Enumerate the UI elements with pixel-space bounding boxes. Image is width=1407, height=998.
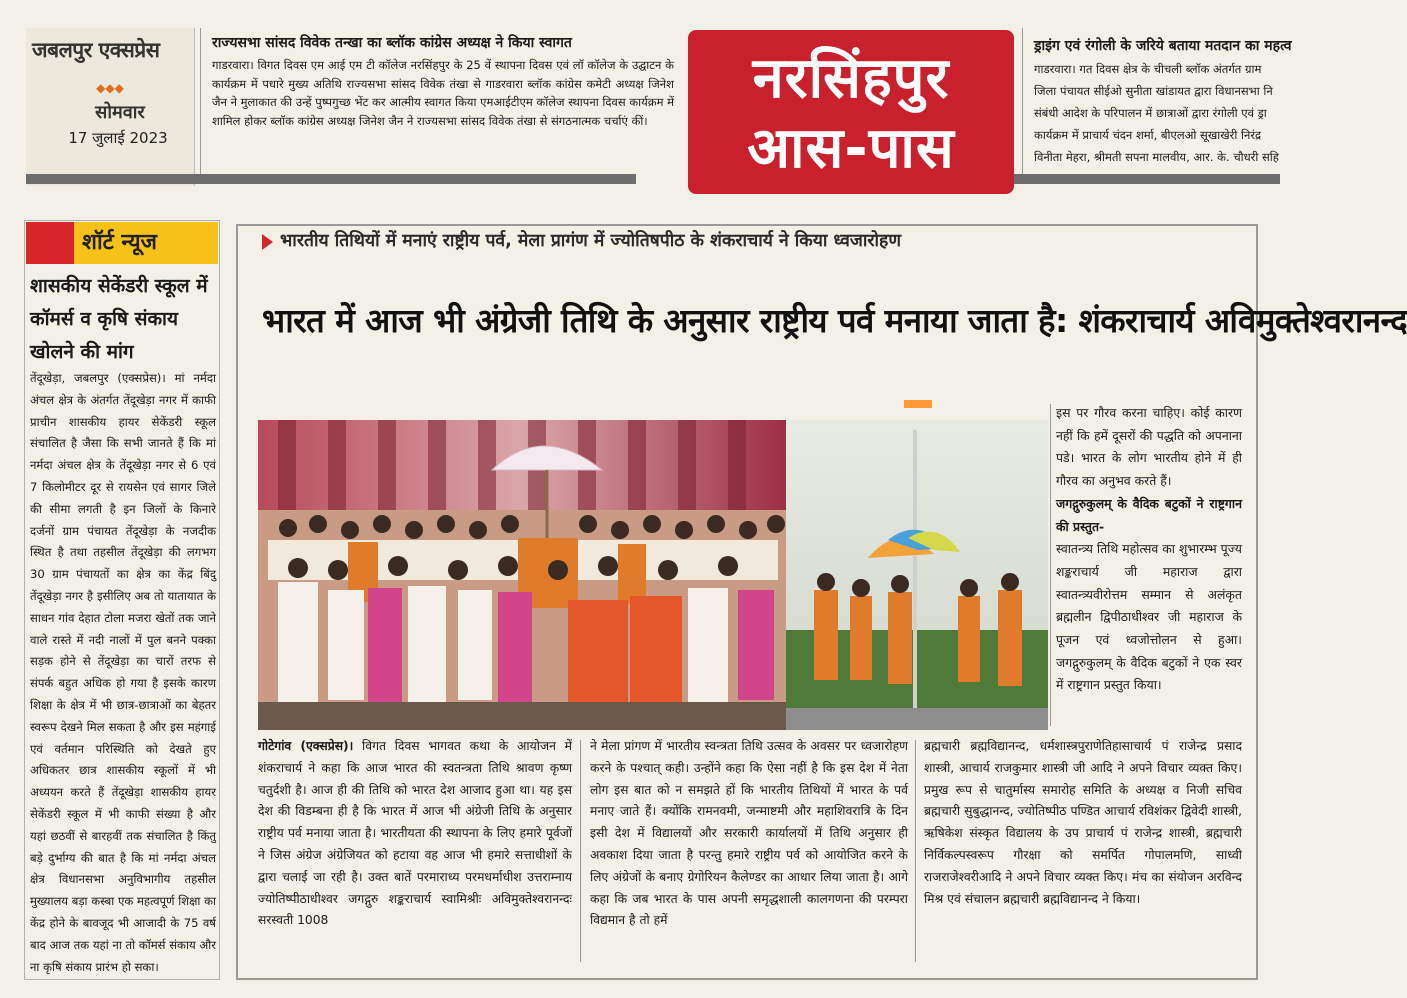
right-column-intro: इस पर गौरव करना चाहिए। कोई कारण नहीं कि हमें दूसरों की पद्धति को अपनाना पडे। भारत के लोग भारतीय होने में ही गौरव का अनुभव करते हैं। (1056, 405, 1242, 489)
divider-line (200, 28, 201, 174)
main-story-subhead: जगद्गुरुकुलम् के वैदिक बटुकों ने राष्ट्रगान की प्रस्तुत- (1056, 495, 1242, 534)
section-brand-line2: आस-पास (747, 116, 955, 181)
column-divider (1050, 404, 1051, 726)
short-news-red-block (26, 222, 74, 264)
main-story-column-2: ने मेला प्रांगण में भारतीय स्वन्त्रता तिथि उत्सव के अवसर पर ध्वजारोहण करने के पश्चात् कही। उन्होंने कहा कि ऐसा नहीं है कि इस देश में नेता लोग इस बात को न समझते हों कि भारतीय तिथियों में भारत के पर्व मनाए जाते हैं। क्योंकि रामनवमी, जन्माष्टमी और महाशिवरात्रि के दिन इसी देश में विद्यालयों और सरकारी कार्यालयों में तिथि अनुसार ही अवकाश दिया जाता है परन्तु हमारे राष्ट्रीय पर्व को आयोजित करने के लिए अंग्रेजों के बनाए ग्रेगोरियन कैलेण्डर का आधार लिया जाता है। आगे कहा कि जब भारत के पास अपनी समृद्धशाली कालगणना की परम्परा विद्यमान है तो हमें (590, 739, 908, 928)
short-news-label: शॉर्ट न्यूज (82, 230, 157, 255)
short-news-body: तेंदूखेड़ा, जबलपुर (एक्सप्रेस)। मां नर्मदा अंचल क्षेत्र के अंतर्गत तेंदूखेड़ा नगर में काफी प्राचीन शासकीय हायर सेकेंडरी स्कूल संचालित है जैसा कि सभी जानते हैं कि मां नर्मदा अंचल क्षेत्र के तेंदूखेड़ा नगर से 6 एवं 7 किलोमीटर दूर से रायसेन एवं सागर जिले की सीमा लगती है इन जिलों के किनारे दर्जनों ग्राम पंचायत तेंदूखेड़ा के नजदीक स्थित है तथा तहसील तेंदूखेड़ा की लगभग 30 ग्राम पंचायतों का क्षेत्र का केंद्र बिंदु तेंदूखेड़ा नगर है इसीलिए अब तो यातायात के साधन गांव देहात टोला मजरा खेतों तक जाने वाले रास्ते में नदी नालों में पुल बनने पक्का सड़क होने से तेंदूखेड़ा का चारों तरफ से संपर्क बहुत अधिक हो गया है इसके कारण शिक्षा के क्षेत्र में भी छात्र-छात्राओं का बेहतर स्वरूप देखने मिल सकता है और इस महंगाई एवं वर्तमान परिस्थिति को देखते हुए अधिकतर छात्र शासकीय स्कूलों में भी अध्ययन करते हैं तेंदूखेड़ा शासकीय हायर सेकेंडरी स्कूल में भी काफी संख्या है और यहां छठवीं से बारहवीं तक संचालित है किंतु बड़े दुर्भाग्य की बात है कि मां नर्मदा अंचल क्षेत्र विधानसभा अनुविभागीय तहसील मुख्यालय बड़ा कस्बा एक महत्वपूर्ण शिक्षा का केंद्र होने के बावजूद भी आजादी के 75 वर्ष बाद आज तक यहां ना तो कॉमर्स संकाय और ना कृषि संकाय प्रारंभ हो सका। (30, 371, 217, 974)
column-divider (580, 740, 581, 962)
right-story-line: गाडरवारा। गत दिवस क्षेत्र के चीचली ब्लॉक अंतर्गत ग्राम (1034, 62, 1262, 76)
divider-strip (1014, 174, 1280, 184)
main-story-dateline: गोटेगांव (एक्सप्रेस)। (258, 739, 354, 753)
top-story-body: गाडरवारा। विगत दिवस एम आई एम टी कॉलेज नरसिंहपुर के 25 वें स्थापना दिवस एवं लॉ कॉलेज के उद्घाटन के कार्यक्रम में पधारे मुख्य अतिथि राज्यसभा सांसद विवेक तंखा से गाडरवारा ब्लॉक कांग्रेस कमेटी अध्यक्ष जिनेश जैन ने मुलाकात की उन्हें पुष्पगुच्छ भेंट कर आत्मीय स्वागत किया एमआईटीएम कॉलेज स्थापना दिवस कार्यक्रम में शामिल होकर ब्लॉक कांग्रेस अध्यक्ष जिनेश जैन ने राज्यसभा सांसद विवेक तंखा से संगठनात्मक चर्चाएं कीं। (212, 58, 674, 128)
main-story-right-column (1056, 402, 1242, 697)
day-name: सोमवार (95, 102, 145, 123)
paper-name: जबलपुर एक्सप्रेस (32, 38, 160, 62)
main-story-column-3: ब्रह्मचारी ब्रह्मविद्यानन्द, धर्मशास्त्रपुराणेतिहासाचार्य पं राजेन्द्र प्रसाद शास्त्री, आचार्य राजकुमार शास्त्री जी आदि ने अपने विचार व्यक्त किए। प्रमुख रूप से चातुर्मास्य समारोह समिति के अध्यक्ष व निजी सचिव ब्रह्मचारी सुबुद्धानन्द, ज्योतिष्पीठ पण्डित आचार्य रविशंकर द्विवेदी शास्त्री, ऋषिकेश संस्कृत विद्यालय के उप प्राचार्य पं राजेन्द्र शास्त्री, ब्रह्मचारी निर्विकल्पस्वरूप गौरक्षा को समर्पित गोपालमणि, साध्वी राजराजेश्वरीआदि ने अपने विचार व्यक्त किए। मंच का संयोजन अरविन्द मिश्र एवं संचालन ब्रह्मचारी ब्रह्मविद्यानन्द ने किया। (924, 739, 1242, 906)
right-story-headline: ड्राइंग एवं रंगोली के जरिये बताया मतदान का महत्व (1034, 38, 1292, 54)
top-story-headline: राज्यसभा सांसद विवेक तन्खा का ब्लॉक कांग्रेस अध्यक्ष ने किया स्वागत (212, 35, 572, 51)
event-photo (258, 420, 1048, 730)
kicker-arrow-icon (262, 234, 273, 250)
right-story-line: विनीता मेहरा, श्रीमती सपना मालवीय, आर. के. चौधरी सहि (1034, 150, 1279, 164)
short-news-headline: शासकीय सेकेंडरी स्कूल में कॉमर्स व कृषि संकाय खोलने की मांग (30, 275, 208, 363)
section-brand-line1: नरसिंहपुर (752, 46, 950, 111)
main-story-column-1 (258, 736, 572, 932)
divider-line (1022, 28, 1023, 174)
right-story-line: जिला पंचायत सीईओ सुनीता खांडायत द्वारा विधानसभा नि (1034, 84, 1273, 98)
column-1-text: विगत दिवस भागवत कथा के आयोजन में शंकराचार्य ने कहा कि आज भारत की स्वतन्त्रता तिथि श्रावण कृष्ण चतुर्दशी है। आज ही की तिथि को भारत देश आजाद हुआ था। यह इस देश की विडम्बना ही है कि भारत में आज भी अंग्रेजी तिथि के अनुसार राष्ट्रीय पर्व मनाया जाता है। भारतीयता की स्थापना के लिए हमारे पूर्वजों ने जिस अंग्रेज अंग्रेजियत को हटाया वह आज भी हमारे सत्ताधीशों के द्वारा चलाई जा रही है। उक्त बातें परमाराध्य परमधर्माधीश उत्तराम्नाय ज्योतिष्पीठाधीश्वर जगद्गुरु शङ्कराचार्य स्वामिश्रीः अविमुक्तेश्वरानन्दः सरस्वती 1008 (258, 739, 572, 928)
column-divider (915, 740, 916, 962)
right-story-line: संबंधी आदेश के परिपालन में छात्राओं द्वारा रंगोली एवं ड्रा (1034, 106, 1267, 120)
issue-date: 17 जुलाई 2023 (68, 129, 168, 147)
right-story-line: कार्यक्रम में प्राचार्य चंदन शर्मा, बीएलओ सूखाखेरी निरंद्र (1034, 128, 1262, 142)
divider-strip (26, 174, 636, 184)
main-story-headline: भारत में आज भी अंग्रेजी तिथि के अनुसार राष्ट्रीय पर्व मनाया जाता है: शंकराचार्य अविमुक्तेश्वरानन्द (262, 301, 1407, 340)
right-story-body (1034, 58, 1280, 168)
diamond-ornament-icon: ◆◆◆ (96, 81, 124, 95)
main-story-kicker: भारतीय तिथियों में मनाएं राष्ट्रीय पर्व, मेला प्रागंण में ज्योतिषपीठ के शंकराचार्य ने किया ध्वजारोहण (280, 231, 901, 251)
right-column-body: स्वातन्त्र्य तिथि महोत्सव का शुभारम्भ पूज्य शङ्कराचार्य जी महाराज द्वारा स्वातन्त्र्यवीरोत्तम सम्मान से अलंकृत ब्रह्मलीन द्विपीठाधीश्वर जी महाराज के पूजन एवं ध्वजोत्तोलन से हुआ। जगद्गुरुकुलम् के वैदिक बटुकों ने एक स्वर में राष्ट्रगान प्रस्तुत किया। (1056, 541, 1242, 693)
